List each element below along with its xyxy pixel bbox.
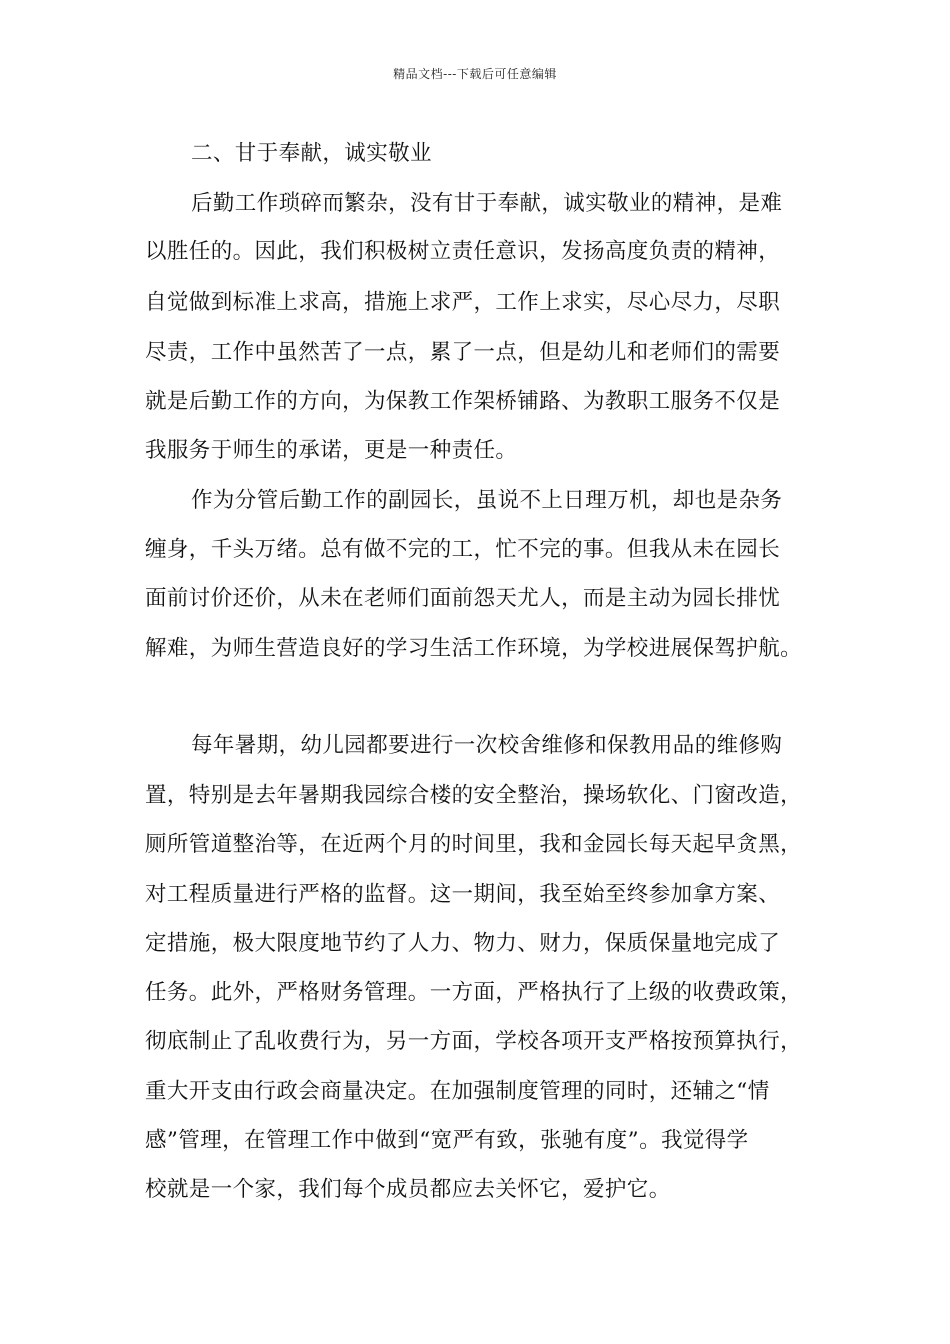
paragraph-line: 置，特别是去年暑期我园综合楼的安全整治，操场软化、门窗改造， xyxy=(145,783,803,808)
paragraph-line: 感”管理，在管理工作中做到“宽严有致，张驰有度”。我觉得学 xyxy=(145,1128,749,1153)
paragraph-line: 自觉做到标准上求高，措施上求严，工作上求实，尽心尽力，尽职 xyxy=(145,290,781,315)
paragraph-line: 面前讨价还价，从未在老师们面前怨天尤人，而是主动为园长排忧 xyxy=(145,586,781,611)
paragraph-line: 缠身，千头万绪。总有做不完的工，忙不完的事。但我从未在园长 xyxy=(145,537,781,562)
paragraph-line: 校就是一个家，我们每个成员都应去关怀它，爱护它。 xyxy=(145,1177,671,1202)
paragraph-line: 后勤工作琐碎而繁杂，没有甘于奉献，诚实敬业的精神，是难 xyxy=(191,191,783,216)
paragraph-line: 对工程质量进行严格的监督。这一期间，我至始至终参加拿方案、 xyxy=(145,882,781,907)
paragraph-line: 厕所管道整治等，在近两个月的时间里，我和金园长每天起早贪黑， xyxy=(145,832,803,857)
paragraph-line: 每年暑期，幼儿园都要进行一次校舍维修和保教用品的维修购 xyxy=(191,733,783,758)
paragraph-line: 解难，为师生营造良好的学习生活工作环境，为学校进展保驾护航。 xyxy=(145,636,803,661)
paragraph-line: 重大开支由行政会商量决定。在加强制度管理的同时，还辅之“情 xyxy=(145,1079,770,1104)
paragraph-line: 尽责，工作中虽然苦了一点，累了一点，但是幼儿和老师们的需要 xyxy=(145,340,781,365)
paragraph-line: 定措施，极大限度地节约了人力、物力、财力，保质保量地完成了 xyxy=(145,931,781,956)
page-header: 精品文档---下载后可任意编辑 xyxy=(393,67,557,81)
paragraph-line: 以胜任的。因此，我们积极树立责任意识，发扬高度负责的精神， xyxy=(145,239,781,264)
paragraph-line: 任务。此外，严格财务管理。一方面，严格执行了上级的收费政策， xyxy=(145,980,803,1005)
paragraph-line: 彻底制止了乱收费行为，另一方面，学校各项开支严格按预算执行， xyxy=(145,1029,803,1054)
paragraph-line: 就是后勤工作的方向，为保教工作架桥铺路、为教职工服务不仅是 xyxy=(145,389,781,414)
paragraph-line: 作为分管后勤工作的副园长，虽说不上日理万机，却也是杂务 xyxy=(191,488,783,513)
paragraph-line: 我服务于师生的承诺，更是一种责任。 xyxy=(145,438,518,463)
section-heading: 二、甘于奉献，诚实敬业 xyxy=(191,141,432,166)
